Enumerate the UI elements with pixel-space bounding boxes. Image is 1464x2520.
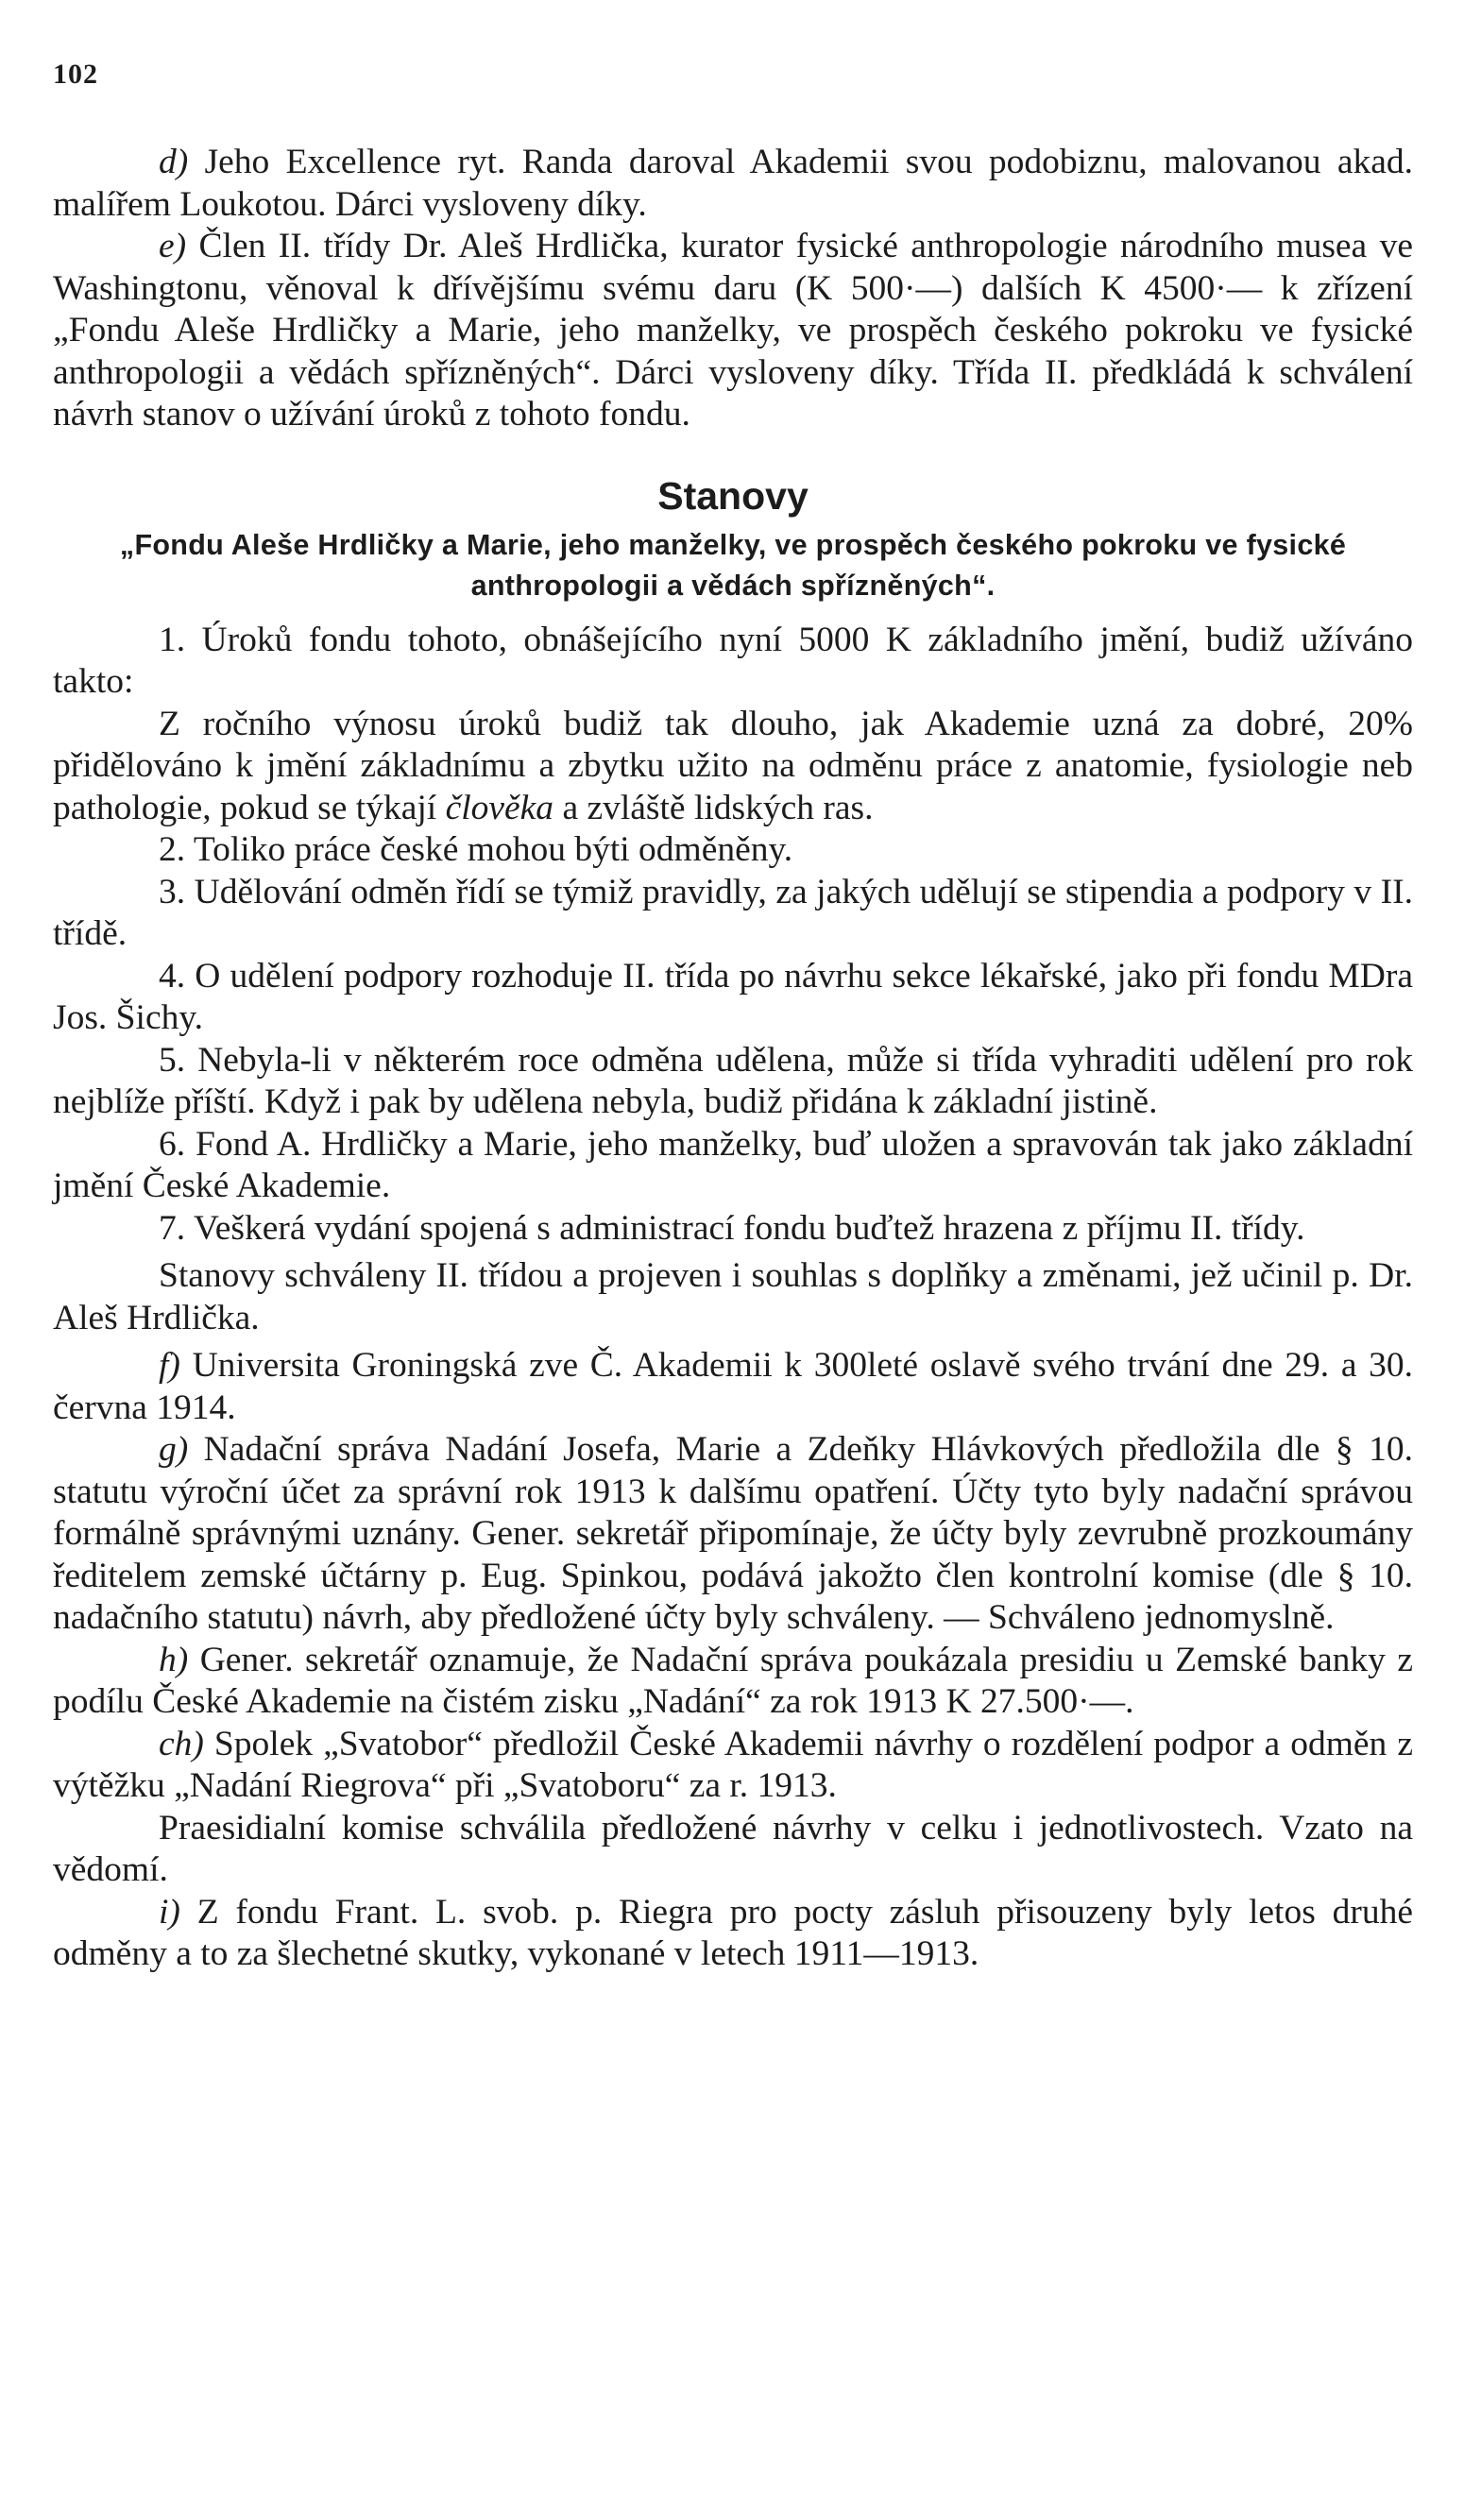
- statute-item-7: 7. Veškerá vydání spojená s administrací fondu buďtež hrazena z příjmu II. třídy.: [159, 1208, 1305, 1248]
- emphasized-word: člověka: [445, 788, 554, 827]
- paragraph-f: [53, 1345, 1413, 1429]
- statute-item-3: 3. Udělování odměn řídí se týmiž pravidly, za jakých udělují se stipendia a podpory v II. třídě.: [53, 872, 1413, 953]
- statute-text-tail: a zvláště lidských ras.: [553, 788, 874, 827]
- paragraph-text: Universita Groningská zve Č. Akademii k 300leté oslavě svého trvání dne 29. a 30. června 1914.: [53, 1346, 1413, 1427]
- paragraph-e: [53, 226, 1413, 436]
- statute-item-2: 2. Toliko práce české mohou býti odměněny.: [159, 830, 793, 869]
- item-letter: f): [159, 1346, 180, 1385]
- paragraph-text: Člen II. třídy Dr. Aleš Hrdlička, kurator fysické anthropologie národního musea ve Washingtonu, věnoval k dřívějšímu svému daru (K 500·—) dalších K 4500·— k zřízení „Fondu Aleše Hrdličky a Marie, jeho manželky, ve prospěch českého pokroku ve fysické anthropologii a vědách spřízněných“. Dárci vysloveny díky. Třída II. předkládá k schválení návrh stanov o užívání úroků z tohoto fondu.: [53, 227, 1413, 434]
- paragraph-i: [53, 1892, 1413, 1976]
- item-letter: h): [159, 1640, 189, 1679]
- page-body: [53, 142, 1413, 1976]
- statute-text: Z ročního výnosu úroků budiž tak dlouho, jak Akademie uzná za dobré, 20% přidělováno k jmění základnímu a zbytku užito na odměnu práce z anatomie, fysiologie neb pathologie, pokud se týkají: [53, 704, 1413, 827]
- approval-note: Stanovy schváleny II. třídou a projeven i souhlas s doplňky a změnami, jež učinil p. Dr. Aleš Hrdlička.: [53, 1256, 1413, 1337]
- item-letter: e): [159, 227, 187, 265]
- statutes-heading: Stanovy: [657, 473, 809, 518]
- paragraph-text: Z fondu Frant. L. svob. p. Riegra pro pocty zásluh přisouzeny byly letos druhé odměny a to za šlechetné skutky, vykonané v letech 1911—1913.: [53, 1892, 1413, 1973]
- paragraph-ch: [53, 1724, 1413, 1808]
- page-number: 102: [53, 59, 98, 90]
- statute-item-1b: [53, 704, 1413, 830]
- statute-item-5: 5. Nebyla-li v některém roce odměna udělena, může si třída vyhraditi udělení pro rok nejblíže příští. Když i pak by udělena nebyla, budiž přidána k základní jistině.: [53, 1040, 1413, 1121]
- paragraph-text: Gener. sekretář oznamuje, že Nadační správa poukázala presidiu u Zemské banky z podílu České Akademie na čistém zisku „Nadání“ za rok 1913 K 27.500·—.: [53, 1640, 1413, 1721]
- statutes-subheading: „Fondu Aleše Hrdličky a Marie, jeho manželky, ve prospěch českého pokroku ve fysické anthropologii a vědách spřízněných“.: [119, 528, 1347, 602]
- statute-item-1: 1. Úroků fondu tohoto, obnášejícího nyní 5000 K základního jmění, budiž užíváno takto:: [53, 620, 1413, 701]
- paragraph-text: Jeho Excellence ryt. Randa daroval Akademii svou podobiznu, malovanou akad. malířem Loukotou. Dárci vysloveny díky.: [53, 143, 1413, 224]
- paragraph-h: [53, 1640, 1413, 1724]
- item-letter: g): [159, 1430, 189, 1469]
- item-letter: d): [159, 143, 189, 181]
- paragraph-text: Nadační správa Nadání Josefa, Marie a Zdeňky Hlávkových předložila dle § 10. statutu výroční účet za správní rok 1913 k dalšímu opatření. Účty tyto byly nadační správou formálně správnými uznány. Gener. sekretář připomínaje, že účty byly zevrubně prozkoumány ředitelem zemské účtárny p. Eug. Spinkou, podává jakožto člen kontrolní komise (dle § 10. nadačního statutu) návrh, aby předložené účty byly schváleny. — Schváleno jednomyslně.: [53, 1430, 1413, 1637]
- paragraph-text: Praesidialní komise schválila předložené návrhy v celku i jednotlivostech. Vzato na vědomí.: [53, 1808, 1413, 1889]
- paragraph-d: [53, 142, 1413, 226]
- statute-item-6: 6. Fond A. Hrdličky a Marie, jeho manželky, buď uložen a spravován tak jako základní jmění České Akademie.: [53, 1124, 1413, 1205]
- paragraph-text: Spolek „Svatobor“ předložil České Akademii návrhy o rozdělení podpor a odměn z výtěžku „Nadání Riegrova“ při „Svatoboru“ za r. 1913.: [53, 1724, 1413, 1805]
- item-letter: ch): [159, 1724, 204, 1763]
- paragraph-g: [53, 1429, 1413, 1640]
- item-letter: i): [159, 1892, 180, 1932]
- statute-item-4: 4. O udělení podpory rozhoduje II. třída po návrhu sekce lékařské, jako při fondu MDra Jos. Šichy.: [53, 956, 1413, 1037]
- paragraph-praesidial: [53, 1808, 1413, 1892]
